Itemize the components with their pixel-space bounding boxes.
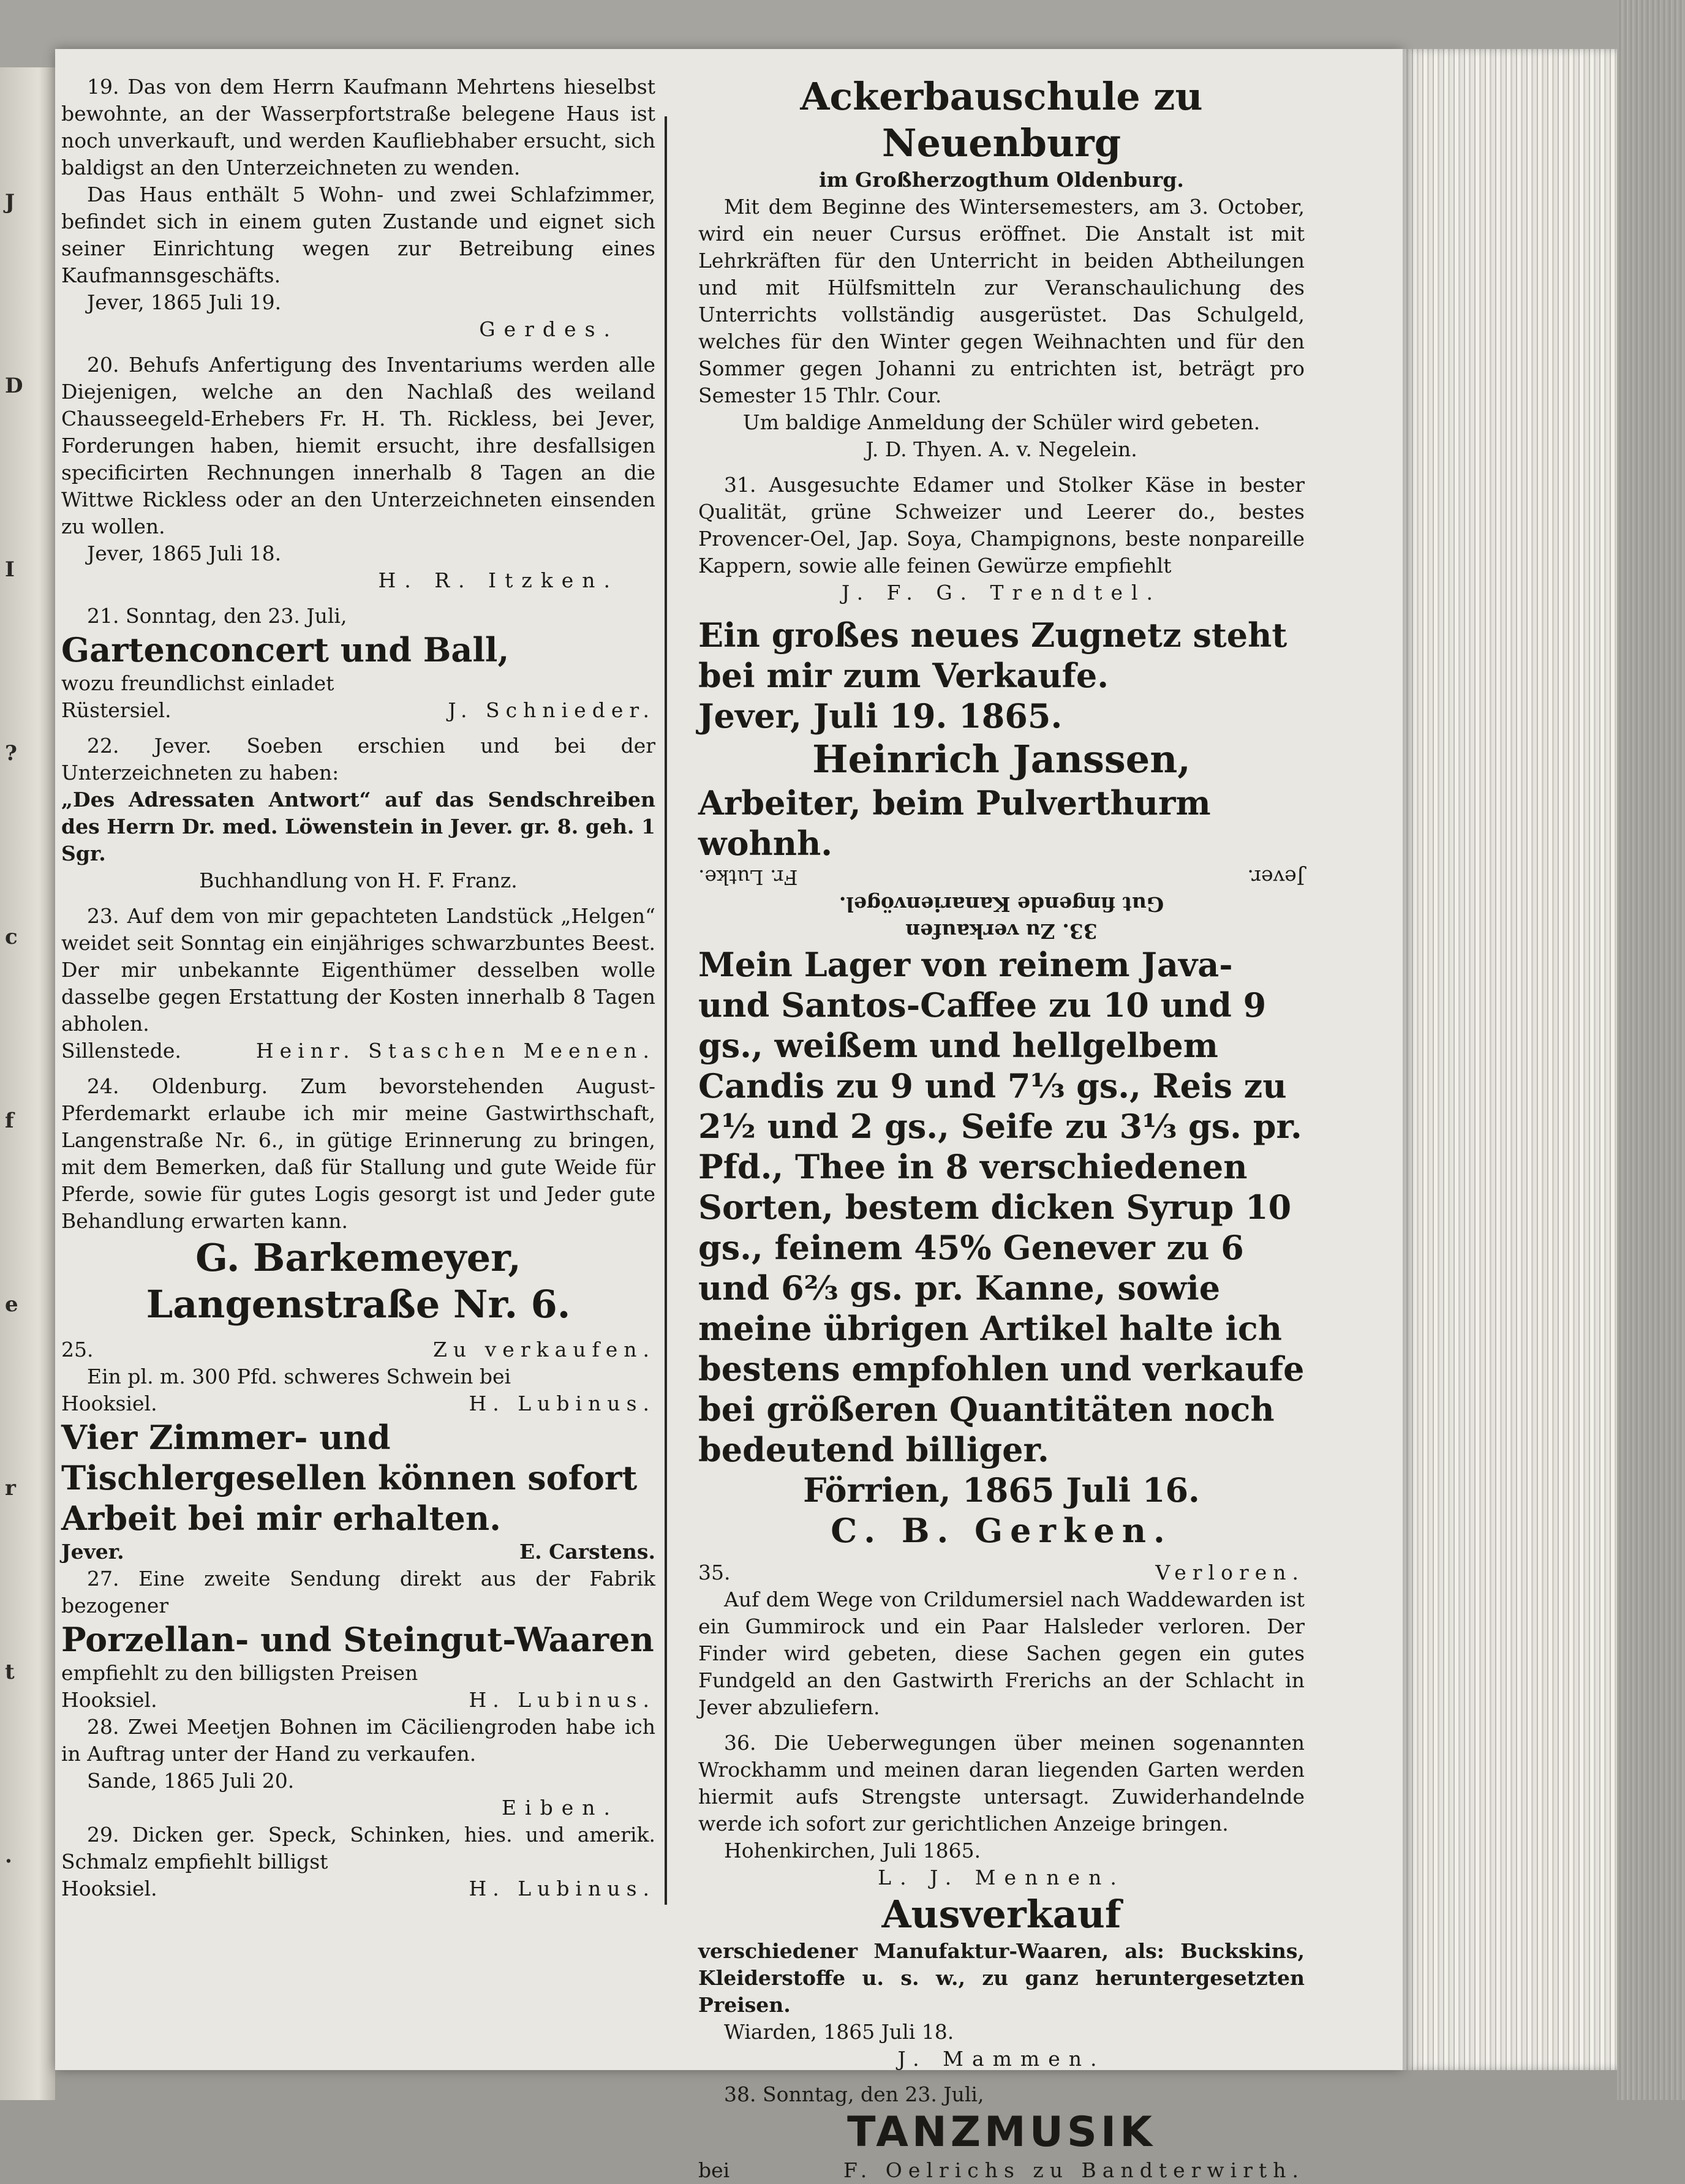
ad-headline: Ackerbauschule zu Neuenburg [800,74,1203,165]
ad-text: 27. Eine zweite Sendung direkt aus der Fabrik bezogener [61,1567,655,1617]
ad-place: Hooksiel. [61,1688,157,1712]
ad-text: 31. Ausgesuchte Edamer und Stolker Käse in bester Qualität, grüne Schweizer und Leerer do., bestes Provencer-Oel, Jap. Soya, Champignons, beste nonpareille Kappern, sowie alle feinen Gewürze empfiehlt [698,473,1305,578]
ad-text: verschiedener Manufaktur-Waaren, als: Buckskins, Kleiderstoffe u. s. w., zu ganz heruntergesetzten Preisen. [698,1939,1305,2017]
backdrop-right [1617,0,1685,2100]
ad-place: Rüstersiel. [61,698,172,722]
ad-text: Wiarden, 1865 Juli 18. [724,2020,954,2044]
ad-headline: Jever, Juli 19. 1865. [698,696,1063,736]
ad-line [61,1336,655,1363]
left-page-mark: r [5,1476,16,1501]
ad-text: 19. Das von dem Herrn Kaufmann Mehrtens hieselbst bewohnte, an der Wasserpfortstraße belegene Haus ist noch unverkauft, und werden Kaufliebhaber ersucht, sich baldigst an den Unterzeichneten zu wenden. [61,75,655,179]
ad-signature: J. Schnieder. [448,698,655,722]
ad-text: Ein pl. m. 300 Pfd. schweres Schwein bei [87,1365,511,1388]
ad-headline: Gartenconcert und Ball, [61,630,510,669]
ad-signature: Verloren. [1155,1561,1305,1584]
ad-text: Buchhandlung von H. F. Franz. [199,868,518,892]
ad-text: Auf dem Wege von Crildumersiel nach Waddewarden ist ein Gummirock und ein Paar Halsleder verloren. Der Finder wird gebeten, diese Sachen gegen ein gutes Fundgeld an den Gastwirth Frerichs an der Schlacht in Jever abzuliefern. [698,1587,1305,1719]
ad-headline: Ein großes neues Zugnetz steht bei mir zum Verkaufe. [698,616,1287,695]
spacer [61,594,655,603]
ad-line [61,1037,655,1064]
spacer [698,463,1305,472]
ad-text: J. Mammen. [897,2047,1106,2071]
ad-text: Sande, 1865 Juli 20. [87,1769,295,1793]
ad-headline: Porzellan- und Steingut-Waaren [61,1620,654,1659]
ad-place: Hooksiel. [61,1877,157,1900]
ad-text: Gut fingende Kanarienvögel. [839,892,1164,916]
ad-text: Eiben. [501,1796,619,1820]
left-page-mark: D [5,374,23,398]
ad-text: 38. Sonntag, den 23. Juli, [724,2082,984,2106]
ad-signature: H. Lubinus. [469,1877,655,1900]
left-page-mark: f [5,1109,14,1133]
spacer [698,2073,1305,2081]
ad-text: Jever, 1865 Juli 19. [87,290,282,314]
ad-place: 35. [698,1561,731,1584]
book-fore-edge [1403,49,1617,2070]
ad-headline: Förrien, 1865 Juli 16. [803,1470,1200,1510]
spacer [61,1064,655,1073]
ad-text: empfiehlt zu den billigsten Preisen [61,1661,418,1685]
ad-line [61,1390,655,1417]
ad-text: „Des Adressaten Antwort“ auf das Sendschreiben des Herrn Dr. med. Löwenstein in Jever. gr. 8. geh. 1 Sgr. [61,788,655,865]
left-page-mark: J [5,190,15,214]
ad-place: 25. [61,1338,94,1361]
ad-line [698,864,1305,891]
ad-signature: Heinr. Staschen Meenen. [255,1039,655,1063]
ad-text: 29. Dicken ger. Speck, Schinken, hies. und amerik. Schmalz empfiehlt billigst [61,1823,655,1873]
ad-text: 24. Oldenburg. Zum bevorstehenden August-Pferdemarkt erlaube ich mir meine Gastwirthschaft, Langenstraße Nr. 6., in gütige Erinnerung zu bringen, mit dem Bemerken, daß für Stallung und gute Weide für Pferde, sowie für gutes Logis gesorgt ist und Jeder gute Behandlung erwarten kann. [61,1074,655,1233]
ad-place: bei [698,2158,730,2182]
ad-headline: G. Barkemeyer, [195,1235,521,1280]
left-page-mark: . [5,1843,12,1868]
ad-place: Jever. [61,1540,124,1564]
ad-headline: im Großherzogthum Oldenburg. [819,168,1184,192]
ad-text: Das Haus enthält 5 Wohn- und zwei Schlafzimmer, befindet sich in einem guten Zustande und eignet sich seiner Einrichtung wegen zur Betreibung eines Kaufmannsgeschäfts. [61,183,655,287]
column-rule [665,116,667,1905]
ad-line [61,1687,655,1714]
ad-signature: H. Lubinus. [469,1688,655,1712]
ad-line [698,1559,1305,1586]
ad-headline: Ausverkauf [881,1892,1121,1937]
ad-headline: Heinrich Janssen, [812,737,1191,781]
left-page-mark: I [5,557,15,582]
ad-signature: F. Oelrichs zu Bandterwirth. [843,2158,1305,2182]
ad-text: H. R. Itzken. [378,568,619,592]
ad-text: 22. Jever. Soeben erschien und bei der Unterzeichneten zu haben: [61,734,655,785]
ad-text: 28. Zwei Meetjen Bohnen im Cäciliengroden habe ich in Auftrag unter der Hand zu verkaufen. [61,1715,655,1766]
ad-text: 33. Zu verkaufen [905,919,1098,943]
ad-headline: Langenstraße Nr. 6. [146,1282,571,1327]
ad-text: J. F. G. Trendtel. [841,581,1162,604]
ad-signature: H. Lubinus. [469,1391,655,1415]
ad-text: J. D. Thyen. A. v. Negelein. [865,437,1137,461]
spacer [698,1721,1305,1730]
left-page-mark: t [5,1660,15,1684]
ad-text: 36. Die Ueberwegungen über meinen sogenannten Wrockhamm und meinen daran liegenden Garten werden hiermit aufs Strengste untersagt. Zuwiderhandelnde werde ich sofort zur gerichtlichen Anzeige bringen. [698,1731,1305,1836]
ad-text: 21. Sonntag, den 23. Juli, [87,604,347,628]
left-page-mark: ? [5,741,17,766]
ad-line [61,697,655,724]
spacer [61,343,655,352]
ad-place: Hooksiel. [61,1391,157,1415]
ad-text: 20. Behufs Anfertigung des Inventariums werden alle Diejenigen, welche an den Nachlaß des weiland Chausseegeld-Erhebers Fr. H. Th. Rickless, bei Jever, Forderungen haben, hiemit ersucht, ihre desfallsigen specificirten Rechnungen innerhalb 8 Tagen an die Wittwe Rickless oder an den Unterzeichneten einsenden zu wollen. [61,353,655,538]
right-column [698,73,1305,2184]
ad-line [698,2157,1305,2184]
adjacent-page-edge [0,67,55,2100]
spacer [698,1551,1305,1559]
ad-text: Mit dem Beginne des Wintersemesters, am 3. October, wird ein neuer Cursus eröffnet. Die Anstalt ist mit Lehrkräften für den Unterricht in beiden Abtheilungen und mit Hülfsmitteln zur Veranschaulichung des Unterrichts vollständig ausgerüstet. Das Schulgeld, welches für den Winter gegen Weihnachten und für den Sommer gegen Johanni zu entrichten ist, beträgt pro Semester 15 Thlr. Cour. [698,195,1305,407]
left-column [61,73,655,1902]
spacer [61,894,655,903]
ad-text: L. J. Mennen. [878,1866,1125,1889]
ad-headline: Vier Zimmer- und Tischlergesellen können sofort Arbeit bei mir erhalten. [61,1418,638,1538]
ad-signature: Zu verkaufen. [432,1338,655,1361]
spacer [698,606,1305,615]
ad-headline: TANZMUSIK [847,2108,1156,2156]
ad-line [61,1875,655,1902]
ad-headline: C. B. Gerken. [831,1511,1172,1550]
ad-line [61,1538,655,1565]
left-page-mark: c [5,925,18,949]
spacer [61,724,655,732]
ad-text: Hohenkirchen, Juli 1865. [724,1839,981,1862]
ad-text: 23. Auf dem von mir gepachteten Landstück „Helgen“ weidet seit Sonntag ein einjähriges schwarzbuntes Beest. Der mir unbekannte Eigenthümer desselben wolle dasselbe gegen Erstattung der Kosten innerhalb 8 Tagen abholen. [61,904,655,1036]
ad-text: Gerdes. [479,317,619,341]
ad-place: Sillenstede. [61,1039,181,1063]
ad-text: Um baldige Anmeldung der Schüler wird gebeten. [742,410,1261,434]
spacer [61,1328,655,1336]
ad-text: Jever, 1865 Juli 18. [87,541,282,565]
ad-headline: Mein Lager von reinem Java- und Santos-Caffee zu 10 und 9 gs., weißem und hellgelbem Candis zu 9 und 7⅓ gs., Reis zu 2½ und 2 gs., Seife zu 3⅓ gs. pr. Pfd., Thee in 8 verschiedenen Sorten, bestem dicken Syrup 10 gs., feinem 45% Genever zu 6 und 6⅔ gs. pr. Kanne, sowie meine übrigen Artikel halte ich bestens empfohlen und verkaufe bei größeren Quantitäten noch bedeutend billiger. [698,945,1305,1469]
ad-signature: Fr. Lutke. [698,865,798,889]
ad-headline: Arbeiter, beim Pulverthurm wohnh. [698,783,1211,863]
ad-text: wozu freundlichst einladet [61,671,334,695]
left-page-mark: e [5,1292,18,1317]
ad-place: Jever. [1247,865,1305,889]
ad-signature: E. Carstens. [519,1540,655,1564]
